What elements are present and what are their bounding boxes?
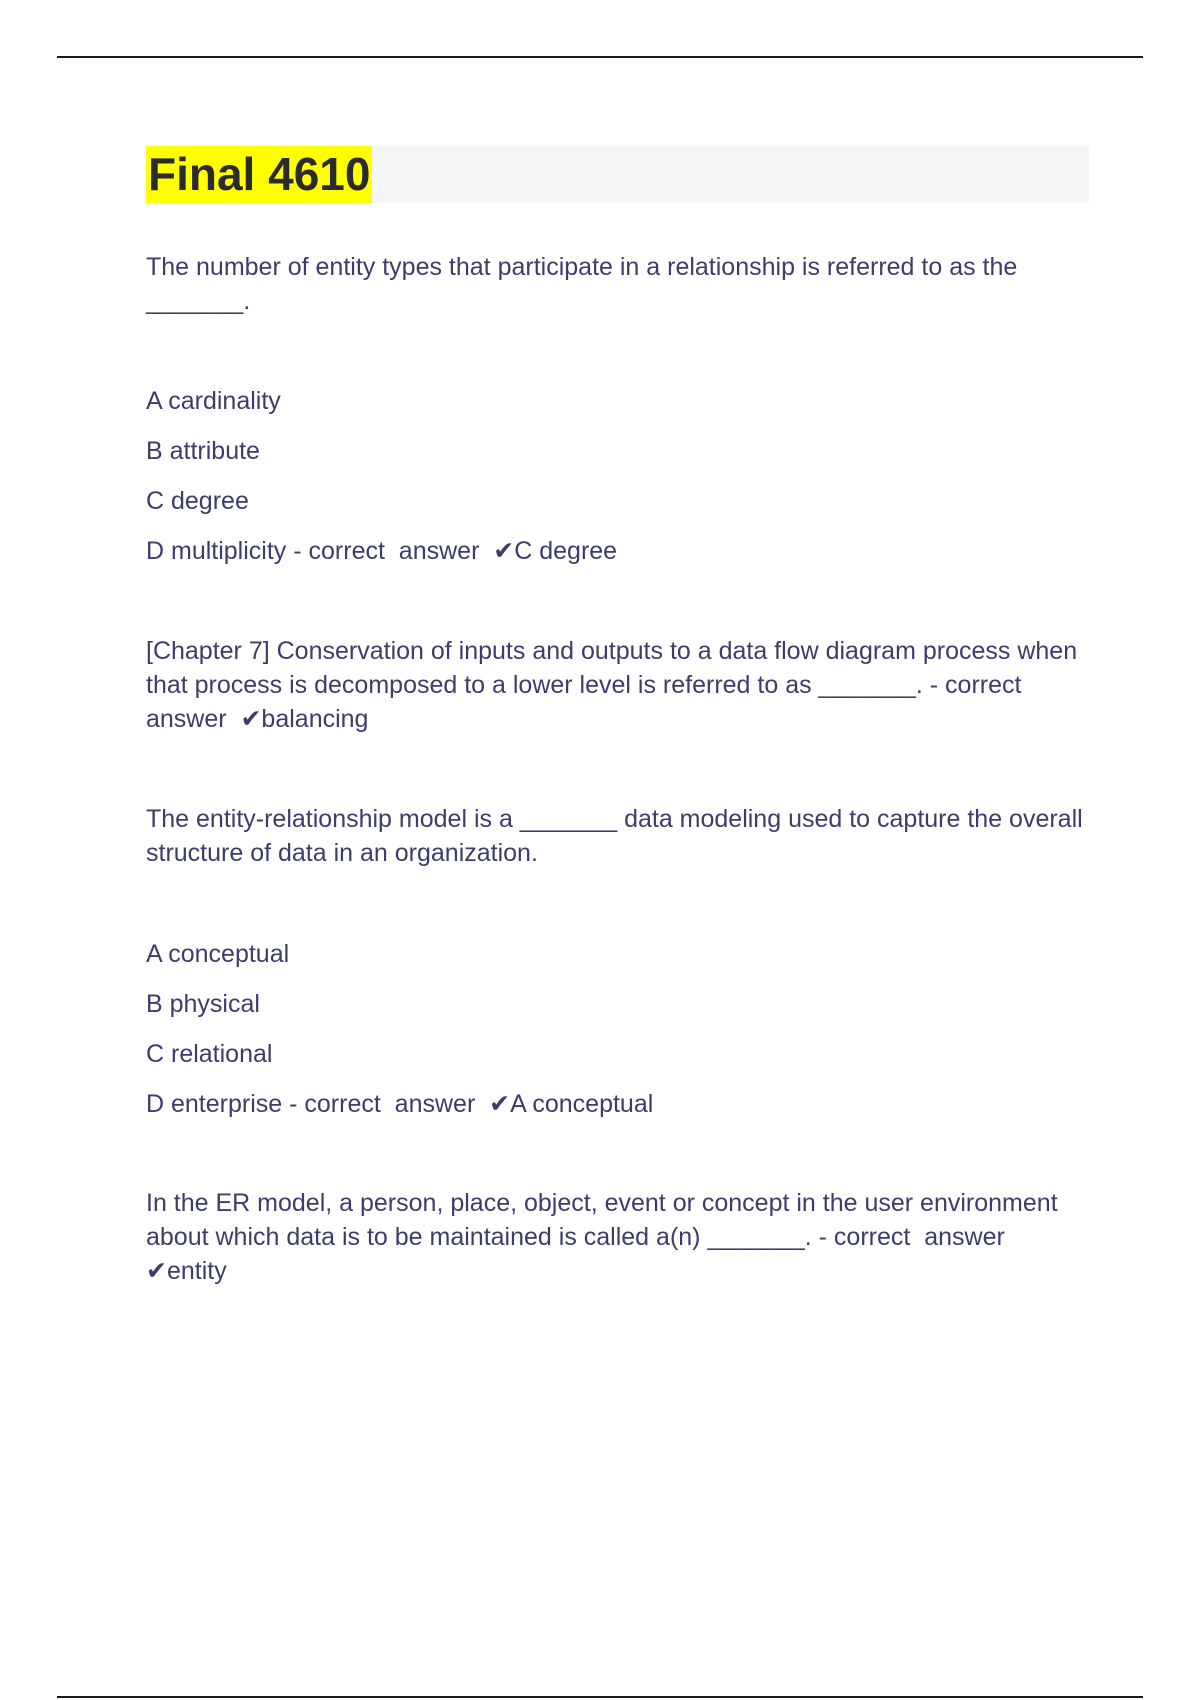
bottom-rule xyxy=(57,1696,1143,1698)
top-rule xyxy=(57,56,1143,58)
question-1-option-b: B attribute xyxy=(146,437,260,465)
question-3-options xyxy=(146,937,1096,1137)
document-title: Final 4610 xyxy=(146,146,372,203)
question-1-options xyxy=(146,384,1096,584)
question-4-text: In the ER model, a person, place, object, event or concept in the user environment about which data is to be maintained is called a(n) _______. - correct answer ✔entity xyxy=(146,1189,1065,1285)
question-3-option-d-answer: D enterprise - correct answer ✔A conceptual xyxy=(146,1090,654,1118)
question-3-option-c: C relational xyxy=(146,1040,273,1068)
question-4 xyxy=(146,1186,1096,1288)
question-3 xyxy=(146,802,1096,870)
question-2 xyxy=(146,634,1096,736)
question-1 xyxy=(146,250,1096,318)
question-2-text: [Chapter 7] Conservation of inputs and outputs to a data flow diagram process when that process is decomposed to a lower level is referred to as _______. - correct answer ✔balancing xyxy=(146,637,1085,733)
question-1-text: The number of entity types that participate in a relationship is referred to as the _______. xyxy=(146,253,1025,315)
question-1-option-c: C degree xyxy=(146,487,249,515)
question-3-option-a: A conceptual xyxy=(146,940,290,968)
question-3-option-b: B physical xyxy=(146,990,260,1018)
question-1-option-d-answer: D multiplicity - correct answer ✔C degree xyxy=(146,537,618,565)
question-3-text: The entity-relationship model is a _______ data modeling used to capture the overall structure of data in an organization. xyxy=(146,805,1090,867)
question-1-option-a: A cardinality xyxy=(146,387,281,415)
